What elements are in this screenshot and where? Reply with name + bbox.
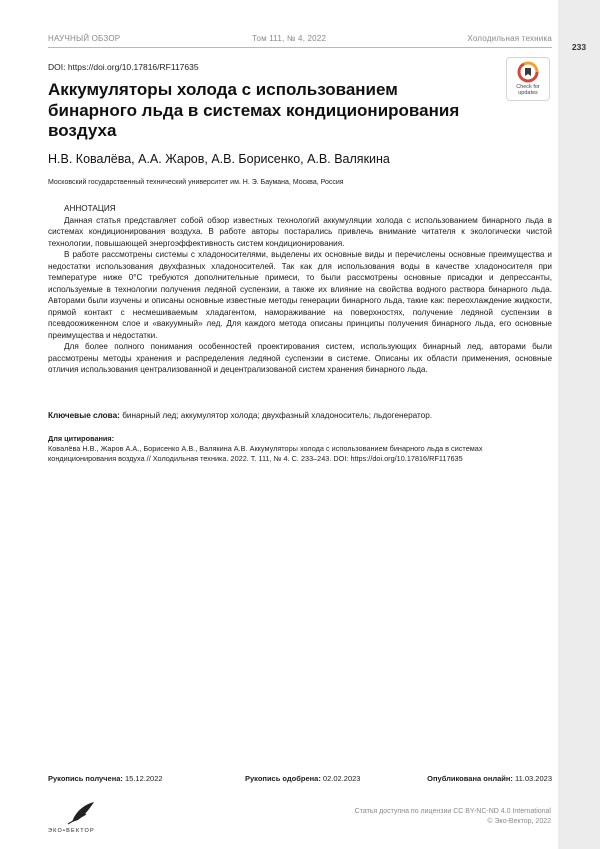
published-date: 11.03.2023 xyxy=(515,774,552,783)
check-updates-icon xyxy=(517,61,539,83)
abstract-paragraph-1: Данная статья представляет собой обзор известных технологий аккумуляции холода с использованием бинарного льда в системах кондиционирования воздуха. В работе авторы постарались привлечь внимание читателя к экологически чистой технологии, повышающей энергоэффективность систем кондиционирования. xyxy=(48,215,552,248)
citation xyxy=(48,434,552,464)
publisher-logo xyxy=(46,800,116,834)
publisher-logo-text: ЭКО•ВЕКТОР xyxy=(48,828,95,834)
eco-vector-logo-icon xyxy=(46,800,116,834)
authors: Н.В. Ковалёва, А.А. Жаров, А.В. Борисенко, А.В. Валякина xyxy=(48,152,390,166)
citation-label: Для цитирования: xyxy=(48,434,115,443)
header-section: НАУЧНЫЙ ОБЗОР xyxy=(48,34,121,43)
page-side-tab xyxy=(558,0,600,849)
accepted-label: Рукопись одобрена: xyxy=(245,774,321,783)
date-received xyxy=(48,774,163,783)
badge-line1: Check for xyxy=(516,84,540,90)
abstract-paragraph-2: В работе рассмотрены системы с хладоносителями, выделены их основные виды и перечислены основные преимущества и недостатки использования двухфазных хладоносителей. Так как для использования воды в качестве хладоносителя при температуре ниже 0°С требуются дополнительные примеси, то были рассмотрены основные присадки и депрессанты, используемые в технологии получения ледяной суспензии, а также их влияние на свойства водного раствора бинарного льда. Авторами были изучены и описаны основные известные методы генерации бинарного льда, такие как: переохлаждение жидкости, прямой контакт с несмешиваемым хладагентом, намораживание на поверхностях, получение ледяной суспензии в псевдоожиженном слое и «вакуумный» лед. Для каждого метода описаны принципы получения бинарного льда, его основные преимущества и недостатки. xyxy=(48,250,552,340)
license-line[interactable]: Статья доступна по лицензии CC BY-NC-ND 4.0 International xyxy=(354,808,551,815)
date-published xyxy=(427,774,552,783)
date-accepted xyxy=(245,774,360,783)
header-rule xyxy=(48,47,552,48)
keywords xyxy=(48,410,552,421)
check-for-updates-badge[interactable] xyxy=(506,57,550,101)
article-title: Аккумуляторы холода с использованием бинарного льда в системах кондиционирования воздуха xyxy=(48,80,460,140)
header-volume: Том 111, № 4, 2022 xyxy=(252,34,327,43)
affiliation: Московский государственный технический университет им. Н. Э. Баумана, Москва, Россия xyxy=(48,179,344,186)
badge-line2: updates xyxy=(518,90,538,96)
page-number: 233 xyxy=(571,42,587,52)
accepted-date: 02.02.2023 xyxy=(322,774,361,783)
copyright-line: © Эко-Вектор, 2022 xyxy=(487,817,551,825)
citation-text: Ковалёва Н.В., Жаров А.А., Борисенко А.В., Валякина А.В. Аккумуляторы холода с использованием бинарного льда в системах кондиционирования воздуха // Холодильная техника. 2022. Т. 111, № 4. С. 233–243. DOI: https://doi.org/10.17816/RF117635 xyxy=(48,444,483,463)
license-info xyxy=(330,807,551,826)
received-label: Рукопись получена: xyxy=(48,774,123,783)
published-label: Опубликована онлайн: xyxy=(427,774,513,783)
abstract-paragraph-3: Для более полного понимания особенностей проектирования систем, использующих бинарный лед, авторами были рассмотрены методы хранения и распределения ледяной суспензии в системе. Описаны их области применения, основные отличия использования централизованной и децентрализованой систем хранения бинарного льда. xyxy=(48,342,552,374)
keywords-text: бинарный лед; аккумулятор холода; двухфазный хладоноситель; льдогенератор. xyxy=(122,411,433,420)
doi-link[interactable]: DOI: https://doi.org/10.17816/RF117635 xyxy=(48,62,199,72)
header-journal: Холодильная техника xyxy=(467,34,552,43)
received-date: 15.12.2022 xyxy=(125,774,163,783)
keywords-label: Ключевые слова: xyxy=(48,411,120,420)
abstract-heading: АННОТАЦИЯ xyxy=(64,204,116,213)
abstract xyxy=(48,203,552,376)
